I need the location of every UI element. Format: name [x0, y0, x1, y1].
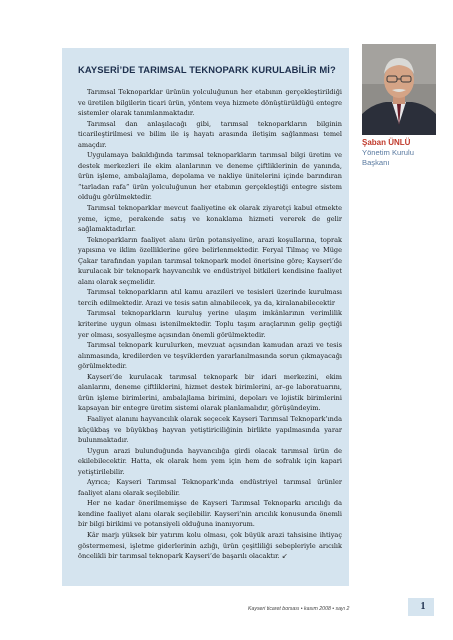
paragraph: Teknoparkların faaliyet alanı ürün potansiyeline, arazi koşullarına, toprak yapısına ve iklim özelliklerine göre belirlenmektedir. Feryal Tilmaç ve Müge Çakar tarafından yapılan tarımsal teknopark model önerisine göre; Kayseri’de kurulacak bir teknopark hayvancılık ve endüstriyel bitkileri kendisine faaliyet alanı olarak seçmelidir. — [78, 235, 342, 286]
paragraph: Uygulamaya bakıldığında tarımsal teknoparkların tarımsal bilgi üretim ve destek merkezleri ile ekim alanlarının ve deneme çiftliklerinin de yanında, ürün işleme, ambalajlama, depolama ve nakliye ünitelerini içinde barındıran “tarladan rafa” ürün yolculuğunun her etabının gerçekleştiği entegre sistem olduğu görülmektedir. — [78, 151, 342, 202]
paragraph: Tarımsal Teknoparklar ürünün yolculuğunun her etabının gerçekleştirildiği ve üretilen bilgilerin ticari ürün, yöntem veya hizmete dönüştürüldüğü entegre sistemler olarak tanımlanmaktadır. — [78, 88, 342, 118]
paragraph: Tarımsal teknoparkların kuruluş yerine ulaşım imkânlarının verimlilik kriterine uygun olması istenilmektedir. Toplu taşım araçlarının gelip geçtiği yer olması, sosyalleşme açısından önemli görülmektedir. — [78, 309, 342, 339]
paragraph: Tarımsal teknoparkların atıl kamu arazileri ve tesisleri üzerinde kurulması tercih edilmektedir. Arazi ve tesis satın alınabilecek, ya da, kiralanabilecektir — [78, 288, 342, 307]
footer-publication: Kayseri ticaret borsası • kasım 2008 • sayı 2 — [248, 606, 350, 612]
author-name: Şaban ÜNLÜ — [362, 138, 411, 147]
paragraph: Ayrıca; Kayseri Tarımsal Teknopark’ında endüstriyel tarımsal ürünler faaliyet alanı olarak seçilebilir. — [78, 478, 342, 497]
paragraph: Faaliyet alanını hayvancılık olarak seçecek Kayseri Tarımsal Teknopark’ında küçükbaş ve büyükbaş hayvan yetiştiriciliğinin birlikte yapılmasında yarar bulunmaktadır. — [78, 414, 342, 445]
paragraph: Her ne kadar önerilmemişse de Kayseri Tarımsal Teknoparkı arıcılığı da kendine faaliyet alanı olarak seçilebilir. Kayseri’nin arıcılık konusunda önemli bir bilgi birikimi ve potansiyeli olduğuna inanıyorum. — [78, 499, 342, 529]
paragraph: Tarımsal teknopark kurulurken, mevzuat açısından kamudan arazi ve tesis alınmasında, kredilerden ve teşviklerden yararlanılmasında sorun çıkmayacağı görülmektedir. — [78, 341, 342, 371]
author-role: Yönetim Kurulu Başkanı — [362, 148, 414, 167]
paragraph: Tarımsal dan anlaşılacağı gibi, tarımsal teknoparkların bilginin ticarileştirilmesi ve bilim ile iş hayatı arasında iletişim sağlanması temel amaçdır. — [78, 119, 342, 149]
paragraph-last — [78, 530, 342, 562]
paragraph: Tarımsal teknoparklar mevcut faaliyetine ek olarak ziyaretçi kabul etmekte yeme, içme, perakende satış ve konaklama hizmeti vererek de gelir sağlamaktadırlar. — [78, 204, 342, 234]
arrow-down-left-icon: ↙ — [281, 552, 288, 561]
page-number: 1 — [420, 601, 426, 612]
paragraph: Kayseri’de kurulacak tarımsal teknopark bir idari merkezini, ekim alanlarını, deneme çiftliklerini, hizmet destek birimlerini, ar–ge laboratuarını, ürün işleme birimlerini, ambalajlama birimini, depoları ve lojistik birimlerini kapsayan bir entegre üretim sistemi olarak planlamalıdır, görüşündeyim. — [78, 372, 342, 413]
author-photo — [362, 44, 436, 135]
portrait-photo — [362, 44, 436, 135]
article-body — [78, 87, 342, 562]
article-title: KAYSERİ’DE TARIMSAL TEKNOPARK KURULABİLİR Mİ? — [78, 64, 336, 75]
paragraph: Uygun arazi bulunduğunda hayvancılığa girdi olacak tarımsal ürün de ekilebilecektir. Hatta, ek olarak hem yem için hem de sofralık için kapari yetiştirilebilir. — [78, 446, 342, 476]
paragraph-text: Kâr marjı yüksek bir yatırım kolu olması, çok büyük arazi tahsisine ihtiyaç göstermemesi, işletme giderlerinin azlığı, ürün çeşitliliği sebepleriyle arıcılık öncelikli bir tarımsal teknopark Kayseri’de başarılı olacaktır. — [78, 530, 342, 561]
